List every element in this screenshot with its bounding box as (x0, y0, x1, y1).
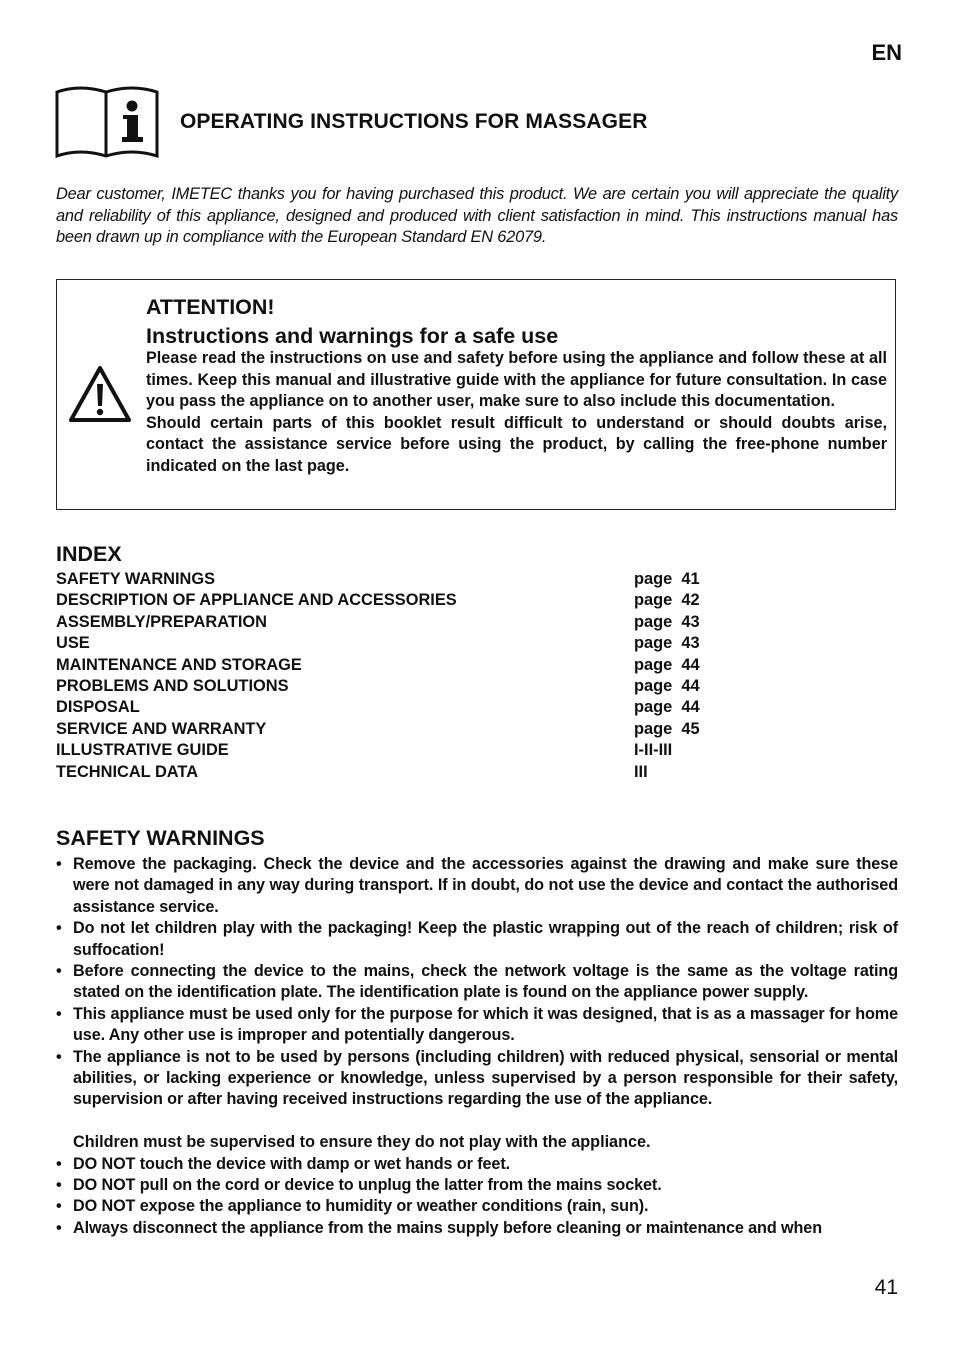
bullet-icon: • (56, 1176, 62, 1195)
index-page: page 42 (634, 591, 700, 610)
index-row (56, 590, 756, 611)
attention-paragraph: Should certain parts of this booklet result difficult to understand or should doubts arise, contact the assistance service before using the product, by calling the free-phone number indicated on the last page. (146, 413, 887, 475)
index-page: page 44 (634, 655, 700, 674)
list-item-text: DO NOT pull on the cord or device to unplug the latter from the mains socket. (73, 1176, 662, 1195)
list-item (56, 918, 898, 961)
index-row (56, 569, 756, 590)
index-label: MAINTENANCE AND STORAGE (56, 655, 302, 674)
warning-triangle-icon (67, 364, 133, 426)
index-label: USE (56, 634, 90, 653)
list-item (56, 1218, 898, 1239)
index-label: SERVICE AND WARRANTY (56, 719, 267, 738)
list-item (56, 1047, 898, 1111)
index-row (56, 655, 756, 676)
list-item-text: Before connecting the device to the mains, check the network voltage is the same as the voltage rating stated on the identification plate. The identification plate is found on the appliance power supply. (73, 962, 898, 1002)
attention-title: ATTENTION! (146, 295, 275, 319)
safety-warnings-list (56, 854, 898, 1239)
list-item (56, 1154, 898, 1175)
language-code: EN (871, 40, 902, 65)
index-row (56, 719, 756, 740)
intro-paragraph: Dear customer, IMETEC thanks you for having purchased this product. We are certain you will appreciate the quality and reliability of this appliance, designed and produced with client satisfaction in mind. This instructions manual has been drawn up in compliance with the European Standard EN 62079. (56, 185, 898, 246)
index-page: I-II-III (634, 741, 673, 760)
index-title: INDEX (56, 542, 122, 566)
info-book-icon (54, 82, 160, 162)
attention-subtitle: Instructions and warnings for a safe use (146, 324, 559, 348)
index-label: DISPOSAL (56, 698, 140, 717)
safety-warnings-title: SAFETY WARNINGS (56, 826, 265, 850)
bullet-icon: • (56, 1197, 62, 1216)
bullet-icon: • (56, 919, 62, 938)
index-page: page 43 (634, 612, 700, 631)
list-item (56, 1175, 898, 1196)
list-item-text: The appliance is not to be used by persons (including children) with reduced physical, sensorial or mental abilities, or lacking experience or knowledge, unless supervised by a person responsible for their safety, supervision or after having received instructions regarding the use of the appliance. (73, 1047, 898, 1109)
bullet-icon: • (56, 1004, 62, 1023)
index-page: page 44 (634, 698, 700, 717)
index-list (56, 569, 756, 783)
bullet-icon: • (56, 1047, 62, 1066)
document-title: OPERATING INSTRUCTIONS FOR MASSAGER (180, 110, 648, 133)
index-row (56, 612, 756, 633)
index-label: ASSEMBLY/PREPARATION (56, 612, 267, 631)
index-page: page 45 (634, 719, 700, 738)
list-item-text: DO NOT expose the appliance to humidity or weather conditions (rain, sun). (73, 1197, 649, 1216)
index-label: DESCRIPTION OF APPLIANCE AND ACCESSORIES (56, 591, 457, 610)
bullet-icon: • (56, 1218, 62, 1237)
list-item (56, 1196, 898, 1217)
list-item-text: Remove the packaging. Check the device and the accessories against the drawing and make sure these were not damaged in any way during transport. If in doubt, do not use the device and contact the authorised assistance service. (73, 855, 898, 916)
list-item-text: Do not let children play with the packaging! Keep the plastic wrapping out of the reach of children; risk of suffocation! (73, 919, 898, 959)
index-label: ILLUSTRATIVE GUIDE (56, 741, 229, 760)
bullet-icon: • (56, 962, 62, 981)
list-item-text: DO NOT touch the device with damp or wet hands or feet. (73, 1154, 511, 1173)
list-item (56, 961, 898, 1004)
attention-box (56, 279, 896, 510)
index-row (56, 762, 756, 783)
attention-paragraph: Please read the instructions on use and safety before using the appliance and follow these at all times. Keep this manual and illustrative guide with the appliance for future consultation. In case you pass the appliance on to another user, make sure to also include this documentation. (146, 349, 887, 410)
index-page: III (634, 762, 648, 781)
index-page: page 44 (634, 676, 700, 695)
index-row (56, 740, 756, 761)
safety-note: Children must be supervised to ensure they do not play with the appliance. (73, 1133, 651, 1152)
page-number: 41 (874, 1276, 898, 1299)
attention-heading (146, 293, 888, 351)
list-item-text: This appliance must be used only for the purpose for which it was designed, that is as a massager for home use. Any other use is improper and potentially dangerous. (73, 1004, 898, 1045)
index-page: page 41 (634, 570, 700, 588)
index-label: TECHNICAL DATA (56, 762, 199, 781)
bullet-icon: • (56, 855, 62, 873)
index-page: page 43 (634, 634, 700, 653)
bullet-icon: • (56, 1154, 62, 1173)
list-item-text: Always disconnect the appliance from the mains supply before cleaning or maintenance and when (73, 1218, 822, 1237)
index-row (56, 697, 756, 718)
index-label: SAFETY WARNINGS (56, 570, 216, 588)
index-row (56, 633, 756, 654)
index-label: PROBLEMS AND SOLUTIONS (56, 676, 289, 695)
list-item (56, 854, 898, 918)
index-row (56, 676, 756, 697)
list-item (56, 1004, 898, 1047)
attention-body (146, 348, 887, 477)
